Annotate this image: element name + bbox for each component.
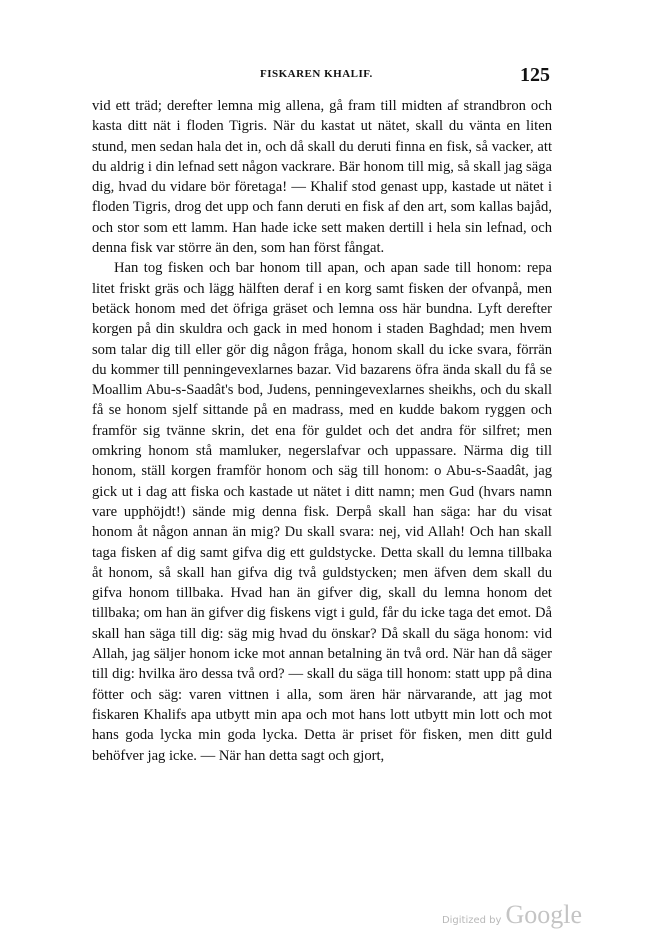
paragraph-2: Han tog fisken och bar honom till apan, och apan sade till honom: repa litet friskt gräs och lägg hälften deraf i en korg samt fisken der ofvanpå, men betäck honom med det öfriga gräset och lemna oss här bundna. Lyft derefter korgen på din skuldra och gack in med honom i staden Baghdad; men hvem som talar dig till eller gör dig någon fråga, honom skall du icke svara, förrän du kommer till penningevexlarnes bazar. Vid bazarens öfra ända skall du få se Moallim Abu-s-Saadât's bod, Judens, penningevexlarnes sheikhs, och du skall få se honom sjelf sittande på en madrass, med en kudde bakom ryggen och framför sig tvänne skrin, det ena för guldet och det andra för silfret; men omkring honom stå mamluker, negerslafvar och uppassare. Närma dig till honom, ställ korgen framför honom och säg till honom: o Abu-s-Saadât, jag gick ut i dag att fiska och kastade ut nätet i ditt namn; men Gud (hvars namn vare upphöjdt!) sände mig denna fisk. Derpå skall han säga: har du visat honom åt någon annan än mig? Du skall svara: nej, vid Allah! Och han skall taga fisken af dig samt gifva dig ett guldstycke. Detta skall du lemna tillbaka åt honom, så skall han gifva dig två guldstycken; men äfven dem skall du gifva honom tillbaka. Hvad han än gifver dig, skall du lemna honom det tillbaka; om han än gifver dig fiskens vigt i guld, får du icke taga det emot. Då skall han säga till dig: säg mig hvad du önskar? Då skall du säga honom: vid Allah, jag säljer honom icke mot annan betalning än två ord. När han då säger till dig: hvilka äro dessa två ord? — skall du säga till honom: statt upp på dina fötter och säg: varen vittnen i alla, som ären här närvarande, att jag mot fiskaren Khalifs apa utbytt min apa och mot hans lott utbytt min lott och mot hans goda lycka min goda lycka. Detta är priset för fisken, men ditt guld behöfver jag icke. — När han detta sagt och gjort, xyxy=(92,260,552,764)
page-header xyxy=(92,64,550,86)
digitized-by-label: Digitized by xyxy=(441,915,502,926)
running-title: FISKAREN KHALIF. xyxy=(260,68,373,80)
digitization-watermark xyxy=(442,900,582,930)
paragraph-1: vid ett träd; derefter lemna mig allena, gå fram till midten af strandbron och kasta ditt nät i floden Tigris. När du kastat ut nätet, skall du vänta en liten stund, men sedan hala det in, och då skall du deruti finna en fisk, så vacker, att du aldrig i din lefnad sett någon vackrare. Bär honom till mig, så skall jag säga dig, hvad du vidare bör företaga! — Khalif stod genast upp, kastade ut nätet i floden Tigris, drog det upp och fann deruti en fisk af den art, som kallas bajåd, och stor som ett lamm. Han hade icke sett maken dertill i hela sin lefnad, och denna fisk var större än den, som han först fångat. xyxy=(92,98,552,257)
page-number: 125 xyxy=(520,64,550,86)
body-text xyxy=(92,96,552,766)
google-logo: Google xyxy=(505,900,582,929)
